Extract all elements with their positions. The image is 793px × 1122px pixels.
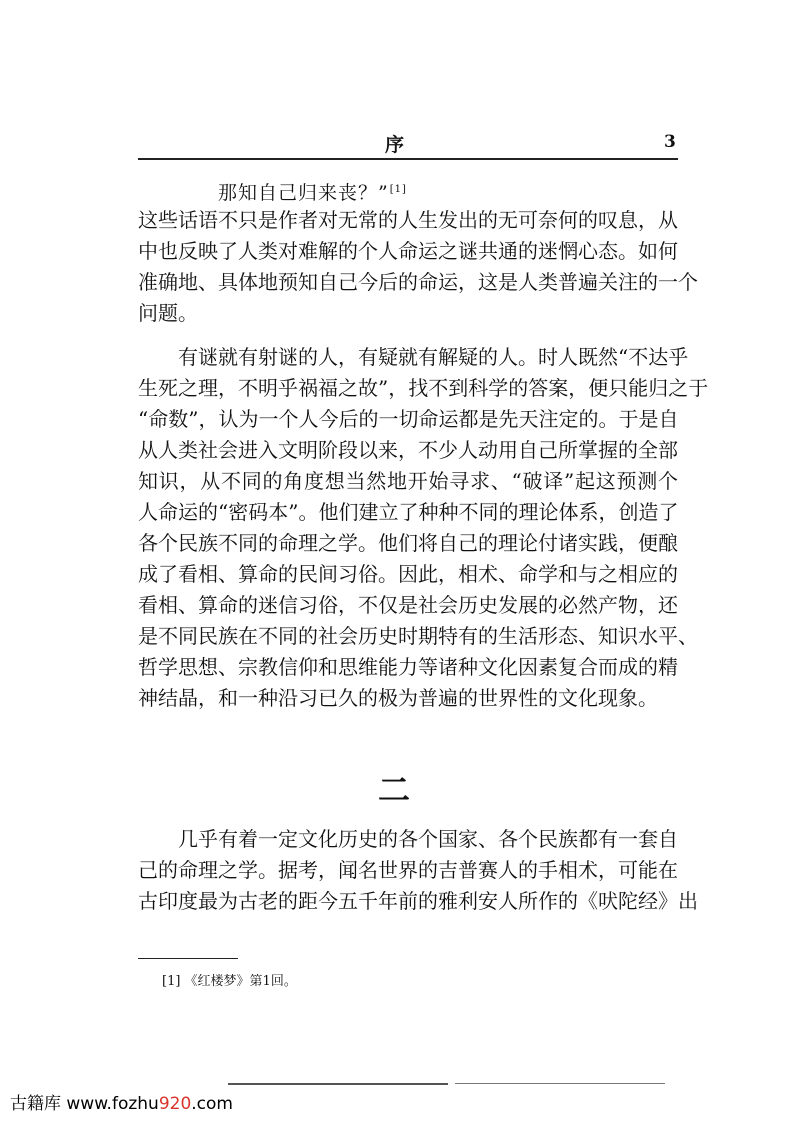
verse-line <box>218 178 407 205</box>
text-line: 几乎有着一定文化历史的各个国家、各个民族都有一套自 <box>178 827 678 851</box>
text-line: 己的命理之学。据考，闻名世界的吉普赛人的手相术，可能在 <box>138 858 678 882</box>
text-line: 这些话语不只是作者对无常的人生发出的无可奈何的叹息，从 <box>138 208 678 232</box>
text-line: “命数”，认为一个人今后的一切命运都是先天注定的。于是自 <box>138 407 679 431</box>
footnote: [1] 《红楼梦》第1回。 <box>162 974 297 989</box>
page-number: 3 <box>664 132 676 152</box>
paragraph-1 <box>138 205 698 329</box>
watermark <box>10 1089 233 1114</box>
footnote-rule <box>138 958 238 959</box>
bottom-rule-secondary <box>455 1083 665 1084</box>
text-line: 人命运的“密码本”。他们建立了种种不同的理论体系，创造了 <box>138 500 679 524</box>
paragraph-3 <box>138 824 698 917</box>
footnote-mark: [1] <box>389 183 407 195</box>
text-line: 问题。 <box>138 301 198 325</box>
watermark-prefix: 古籍库 www.fozhu <box>10 1094 159 1114</box>
header-rule <box>138 158 678 160</box>
text-line: 中也反映了人类对难解的个人命运之谜共通的迷惘心态。如何 <box>138 239 678 263</box>
text-line: 有谜就有射谜的人，有疑就有解疑的人。时人既然“不达乎 <box>178 345 689 369</box>
text-line: 准确地、具体地预知自己今后的命运，这是人类普遍关注的一个 <box>138 270 698 294</box>
text-line: 神结晶，和一种沿习已久的极为普遍的世界性的文化现象。 <box>138 686 658 710</box>
watermark-highlight: 920 <box>158 1094 192 1114</box>
text-line: 哲学思想、宗教信仰和思维能力等诸种文化因素复合而成的精 <box>138 655 678 679</box>
text-line: 各个民族不同的命理之学。他们将自己的理论付诸实践，便酿 <box>138 531 678 555</box>
text-line: 成了看相、算命的民间习俗。因此，相术、命学和与之相应的 <box>138 562 678 586</box>
bottom-rule <box>228 1083 448 1085</box>
paragraph-2 <box>138 342 709 714</box>
text-line: 生死之理，不明乎祸福之故”，找不到科学的答案，便只能归之于 <box>138 376 709 400</box>
text-line: 从人类社会进入文明阶段以来，不少人动用自己所掌握的全部 <box>138 438 678 462</box>
text-line: 知识，从不同的角度想当然地开始寻求、“破译”起这预测个 <box>138 469 678 493</box>
verse-text: 那知自己归来丧？” <box>218 182 389 204</box>
text-line: 看相、算命的迷信习俗，不仅是社会历史发展的必然产物，还 <box>138 593 678 617</box>
text-line: 是不同民族在不同的社会历史时期特有的生活形态、知识水平、 <box>138 624 698 648</box>
watermark-suffix: .com <box>191 1094 233 1114</box>
text-line: 古印度最为古老的距今五千年前的雅利安人所作的《吠陀经》出 <box>138 889 698 913</box>
section-heading: 二 <box>378 771 411 809</box>
page-header-title: 序 <box>385 134 405 156</box>
